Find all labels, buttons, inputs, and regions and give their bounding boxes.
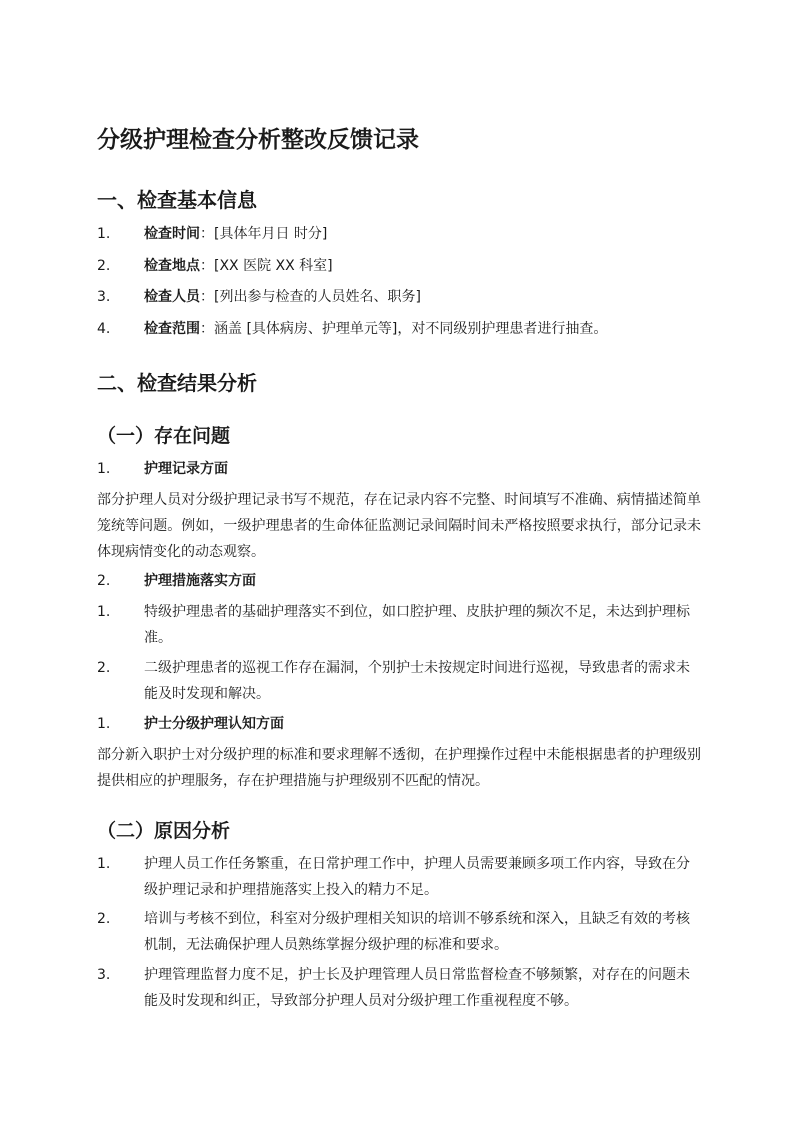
list-item: [97, 599, 701, 651]
list-number: 1.: [97, 461, 111, 477]
problem-heading-item: [97, 711, 701, 737]
subsection-heading-problems: （一）存在问题: [97, 425, 231, 447]
list-item: [97, 962, 701, 1014]
list-item: [97, 655, 701, 707]
list-number: 2.: [97, 258, 111, 274]
info-value: [列出参与检查的人员姓名、职务]: [214, 289, 421, 305]
list-item: [97, 851, 701, 903]
list-number: 3.: [97, 289, 111, 305]
list-number: 2.: [97, 660, 111, 676]
problem-paragraph: 部分护理人员对分级护理记录书写不规范，存在记录内容不完整、时间填写不准确、病情描述简单笼统等问题。例如，一级护理患者的生命体征监测记录间隔时间未严格按照要求执行，部分记录未体现病情变化的动态观察。: [97, 492, 701, 560]
section-heading-basic-info: 一、检查基本信息: [97, 188, 257, 212]
list-item-text: 二级护理患者的巡视工作存在漏洞，个别护士未按规定时间进行巡视，导致患者的需求未能及时发现和解决。: [144, 660, 690, 702]
info-label: 检查时间: [144, 226, 200, 242]
info-label: 检查地点: [144, 258, 200, 274]
info-item: [97, 253, 701, 279]
list-number: 3.: [97, 967, 111, 983]
list-number: 1.: [97, 226, 111, 242]
problem-heading-item: [97, 568, 701, 594]
problem-title: 护理记录方面: [144, 461, 228, 477]
list-item-text: 特级护理患者的基础护理落实不到位，如口腔护理、皮肤护理的频次不足，未达到护理标准。: [144, 604, 690, 646]
list-item-text: 培训与考核不到位，科室对分级护理相关知识的培训不够系统和深入，且缺乏有效的考核机制，无法确保护理人员熟练掌握分级护理的标准和要求。: [144, 911, 690, 953]
info-separator: ：: [200, 258, 214, 274]
list-number: 1.: [97, 856, 111, 872]
info-value: [XX 医院 XX 科室]: [214, 258, 333, 274]
page-title: 分级护理检查分析整改反馈记录: [97, 127, 419, 153]
info-separator: ：: [200, 289, 214, 305]
list-number: 4.: [97, 321, 111, 337]
list-number: 1.: [97, 604, 111, 620]
problem-heading-item: [97, 456, 701, 482]
info-label: 检查范围: [144, 321, 200, 337]
list-number: 2.: [97, 573, 111, 589]
info-value: 涵盖 [具体病房、护理单元等]，对不同级别护理患者进行抽查。: [214, 321, 608, 337]
info-label: 检查人员: [144, 289, 200, 305]
problem-title: 护士分级护理认知方面: [144, 716, 284, 732]
info-value: [具体年月日 时分]: [214, 226, 328, 242]
info-item: [97, 316, 701, 342]
problem-paragraph: 部分新入职护士对分级护理的标准和要求理解不透彻，在护理操作过程中未能根据患者的护理级别提供相应的护理服务，存在护理措施与护理级别不匹配的情况。: [97, 747, 701, 789]
info-item: [97, 284, 701, 310]
problem-title: 护理措施落实方面: [144, 573, 256, 589]
info-separator: ：: [200, 321, 214, 337]
list-item-text: 护理人员工作任务繁重，在日常护理工作中，护理人员需要兼顾多项工作内容，导致在分级护理记录和护理措施落实上投入的精力不足。: [144, 856, 690, 898]
list-item-text: 护理管理监督力度不足，护士长及护理管理人员日常监督检查不够频繁，对存在的问题未能及时发现和纠正，导致部分护理人员对分级护理工作重视程度不够。: [144, 967, 690, 1009]
subsection-heading-causes: （二）原因分析: [97, 820, 231, 842]
info-separator: ：: [200, 226, 214, 242]
list-number: 2.: [97, 911, 111, 927]
section-heading-results: 二、检查结果分析: [97, 371, 257, 395]
list-number: 1.: [97, 716, 111, 732]
list-item: [97, 906, 701, 958]
info-item: [97, 221, 701, 247]
